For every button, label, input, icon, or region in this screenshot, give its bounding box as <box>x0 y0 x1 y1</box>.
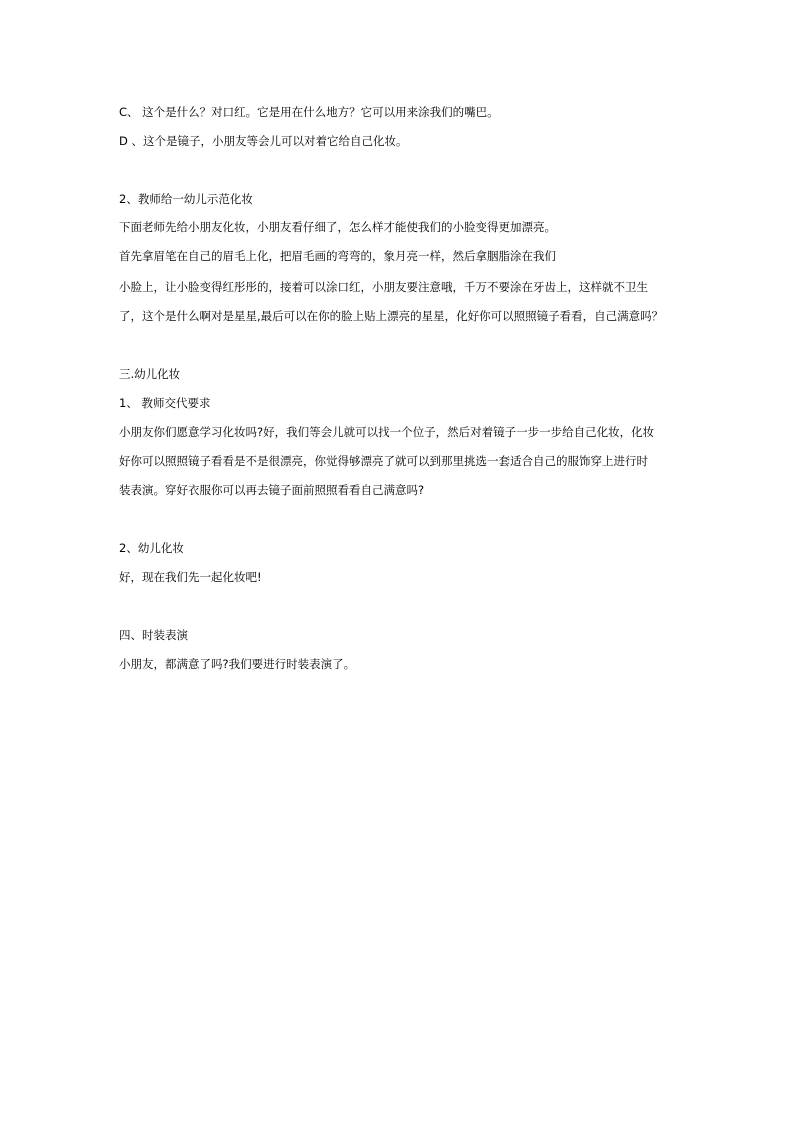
paragraph-line: 小脸上，让小脸变得红彤彤的，接着可以涂口红，小朋友要注意哦，千万不要涂在牙齿上，这样就不卫生 <box>119 280 648 294</box>
paragraph-line: 小朋友，都满意了吗?我们要进行时装表演了。 <box>119 657 356 671</box>
section-heading-fashion-show: 四、时装表演 <box>119 628 188 642</box>
paragraph-line: 好，现在我们先一起化妆吧! <box>119 570 262 584</box>
paragraph-line: 好你可以照照镜子看看是不是很漂亮，你觉得够漂亮了就可以到那里挑选一套适合自己的服饰穿上进行时 <box>119 454 648 468</box>
paragraph-line: 了，这个是什么啊对是星星,最后可以在你的脸上贴上漂亮的星星，化好你可以照照镜子看看，自己满意吗？ <box>119 309 664 323</box>
paragraph-line: 首先拿眉笔在自己的眉毛上化，把眉毛画的弯弯的，象月亮一样，然后拿胭脂涂在我们 <box>119 249 556 263</box>
paragraph-line: 下面老师先给小朋友化妆，小朋友看仔细了，怎么样才能使我们的小脸变得更加漂亮。 <box>119 220 556 234</box>
paragraph-line: 小朋友你们愿意学习化妆吗?好，我们等会儿就可以找一个位子，然后对着镜子一步一步给自己化妆，化妆 <box>119 425 655 439</box>
section-heading-makeup: 三.幼儿化妆 <box>119 367 181 381</box>
paragraph-item-d: D 、这个是镜子，小朋友等会儿可以对着它给自己化妆。 <box>119 134 408 148</box>
paragraph-line: 装表演。穿好衣服你可以再去镜子面前照照看看自己满意吗? <box>119 483 425 497</box>
subsection-heading-child-makeup: 2、幼儿化妆 <box>119 541 184 555</box>
section-heading-demo: 2、教师给一幼儿示范化妆 <box>119 192 253 206</box>
paragraph-item-c: C、 这个是什么？对口红。它是用在什么地方？它可以用来涂我们的嘴巴。 <box>119 105 499 119</box>
subsection-heading-requirements: 1、 教师交代要求 <box>119 396 211 410</box>
